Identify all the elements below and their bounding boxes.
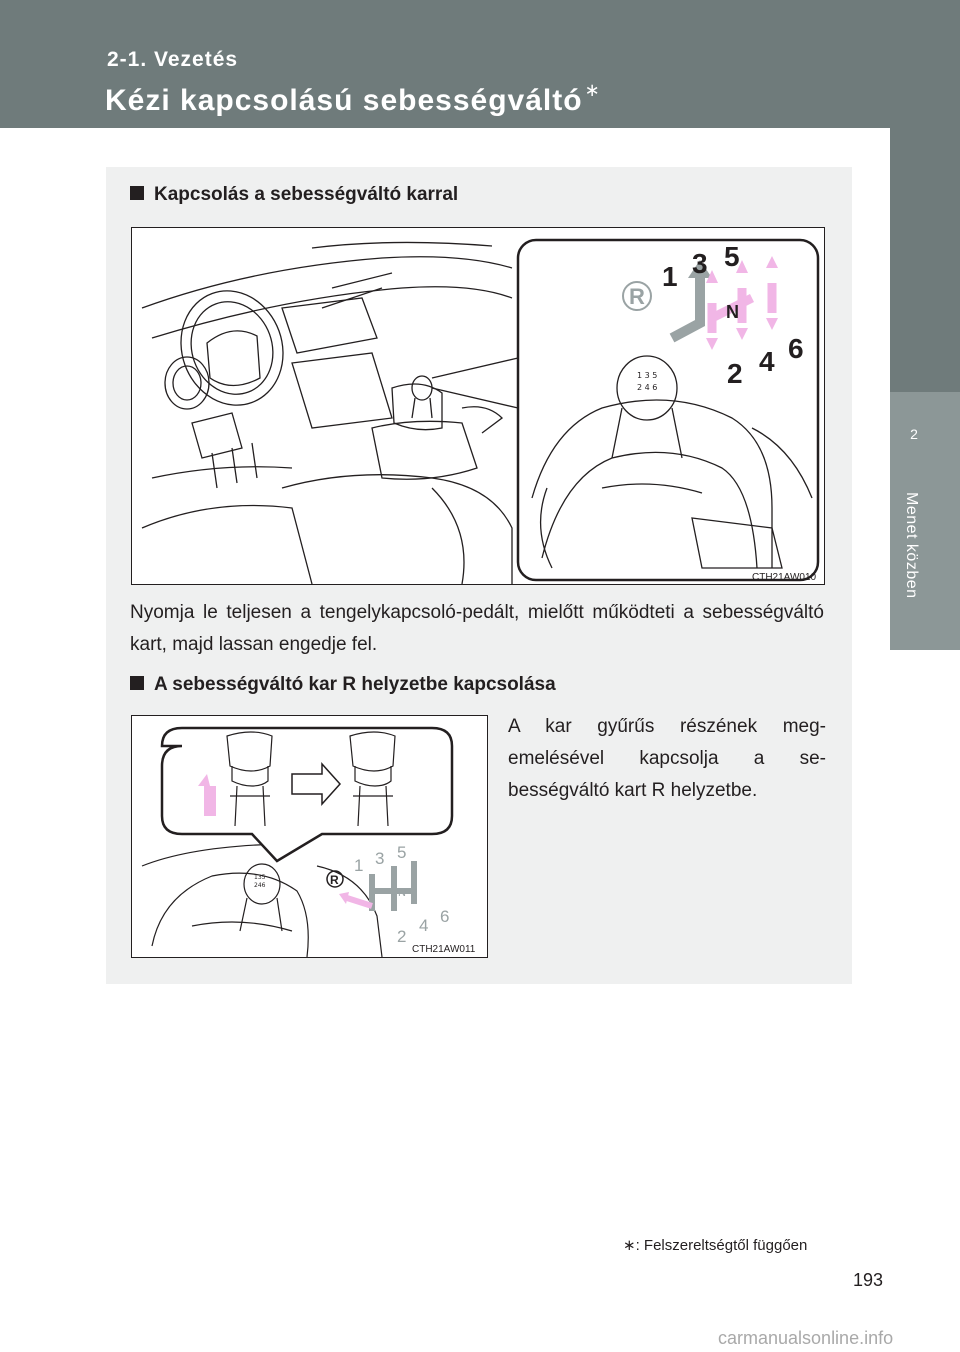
gear-label-5: 5 (397, 843, 407, 862)
figure1-code: CTH21AW010 (752, 572, 817, 583)
chapter-tab (890, 392, 960, 650)
gear-label-r: R (629, 284, 645, 309)
gear-label-n: N (726, 302, 739, 322)
gear-label-6: 6 (788, 333, 804, 364)
chapter-tab-top (890, 128, 960, 392)
gear-label-6: 6 (440, 907, 450, 926)
gear-label-4: 4 (419, 916, 429, 935)
figure2-code: CTH21AW011 (412, 944, 476, 955)
section2-paragraph: A kar gyűrűs részének meg-emelésével kapcsolja a se-bességváltó kart R helyzetbe. (508, 716, 826, 801)
section2-heading (130, 674, 556, 696)
section1-heading (130, 184, 458, 206)
gear-label-1: 1 (662, 261, 678, 292)
footnote-text: : Felszereltségtől függően (635, 1237, 808, 1254)
svg-text:135: 135 (254, 874, 266, 881)
section-title: 2-1. Vezetés (107, 48, 239, 71)
page-number: 193 (853, 1270, 884, 1290)
footnote (623, 1236, 807, 1254)
bullet-square-icon (130, 186, 144, 200)
footnote-asterisk: ∗ (623, 1237, 636, 1254)
title-asterisk: ∗ (584, 80, 601, 100)
svg-text:246: 246 (254, 882, 266, 889)
gear-label-4: 4 (759, 346, 775, 377)
chapter-name: Menet közben (903, 492, 920, 599)
reverse-figure (131, 715, 488, 958)
gearshift-figure (131, 227, 825, 585)
svg-text:1 3 5: 1 3 5 (637, 371, 658, 380)
page-title-text: Kézi kapcsolású sebességváltó (105, 84, 583, 117)
gear-label-3: 3 (692, 248, 708, 279)
gear-label-1: 1 (354, 856, 364, 875)
gear-label-3: 3 (375, 849, 385, 868)
page-title (105, 80, 601, 118)
section1-paragraph: Nyomja le teljesen a tengelykapcsoló-pedált, mielőtt működteti a sebességváltó kart, majd lassan engedje fel. (130, 602, 824, 655)
gear-label-2: 2 (397, 927, 407, 946)
gear-label-5: 5 (724, 241, 740, 272)
gearshift-illustration (132, 228, 824, 584)
gear-label-r: R (330, 873, 339, 887)
gear-label-n: N (398, 887, 406, 899)
reverse-illustration (132, 716, 487, 957)
gear-label-2: 2 (727, 358, 743, 389)
chapter-number: 2 (910, 426, 918, 442)
section1-heading-text: Kapcsolás a sebességváltó karral (154, 184, 459, 205)
bullet-square-icon (130, 676, 144, 690)
svg-text:2 4 6: 2 4 6 (637, 383, 658, 392)
section2-heading-text: A sebességváltó kar R helyzetbe kapcsolása (154, 674, 556, 695)
watermark: carmanualsonline.info (718, 1328, 894, 1348)
